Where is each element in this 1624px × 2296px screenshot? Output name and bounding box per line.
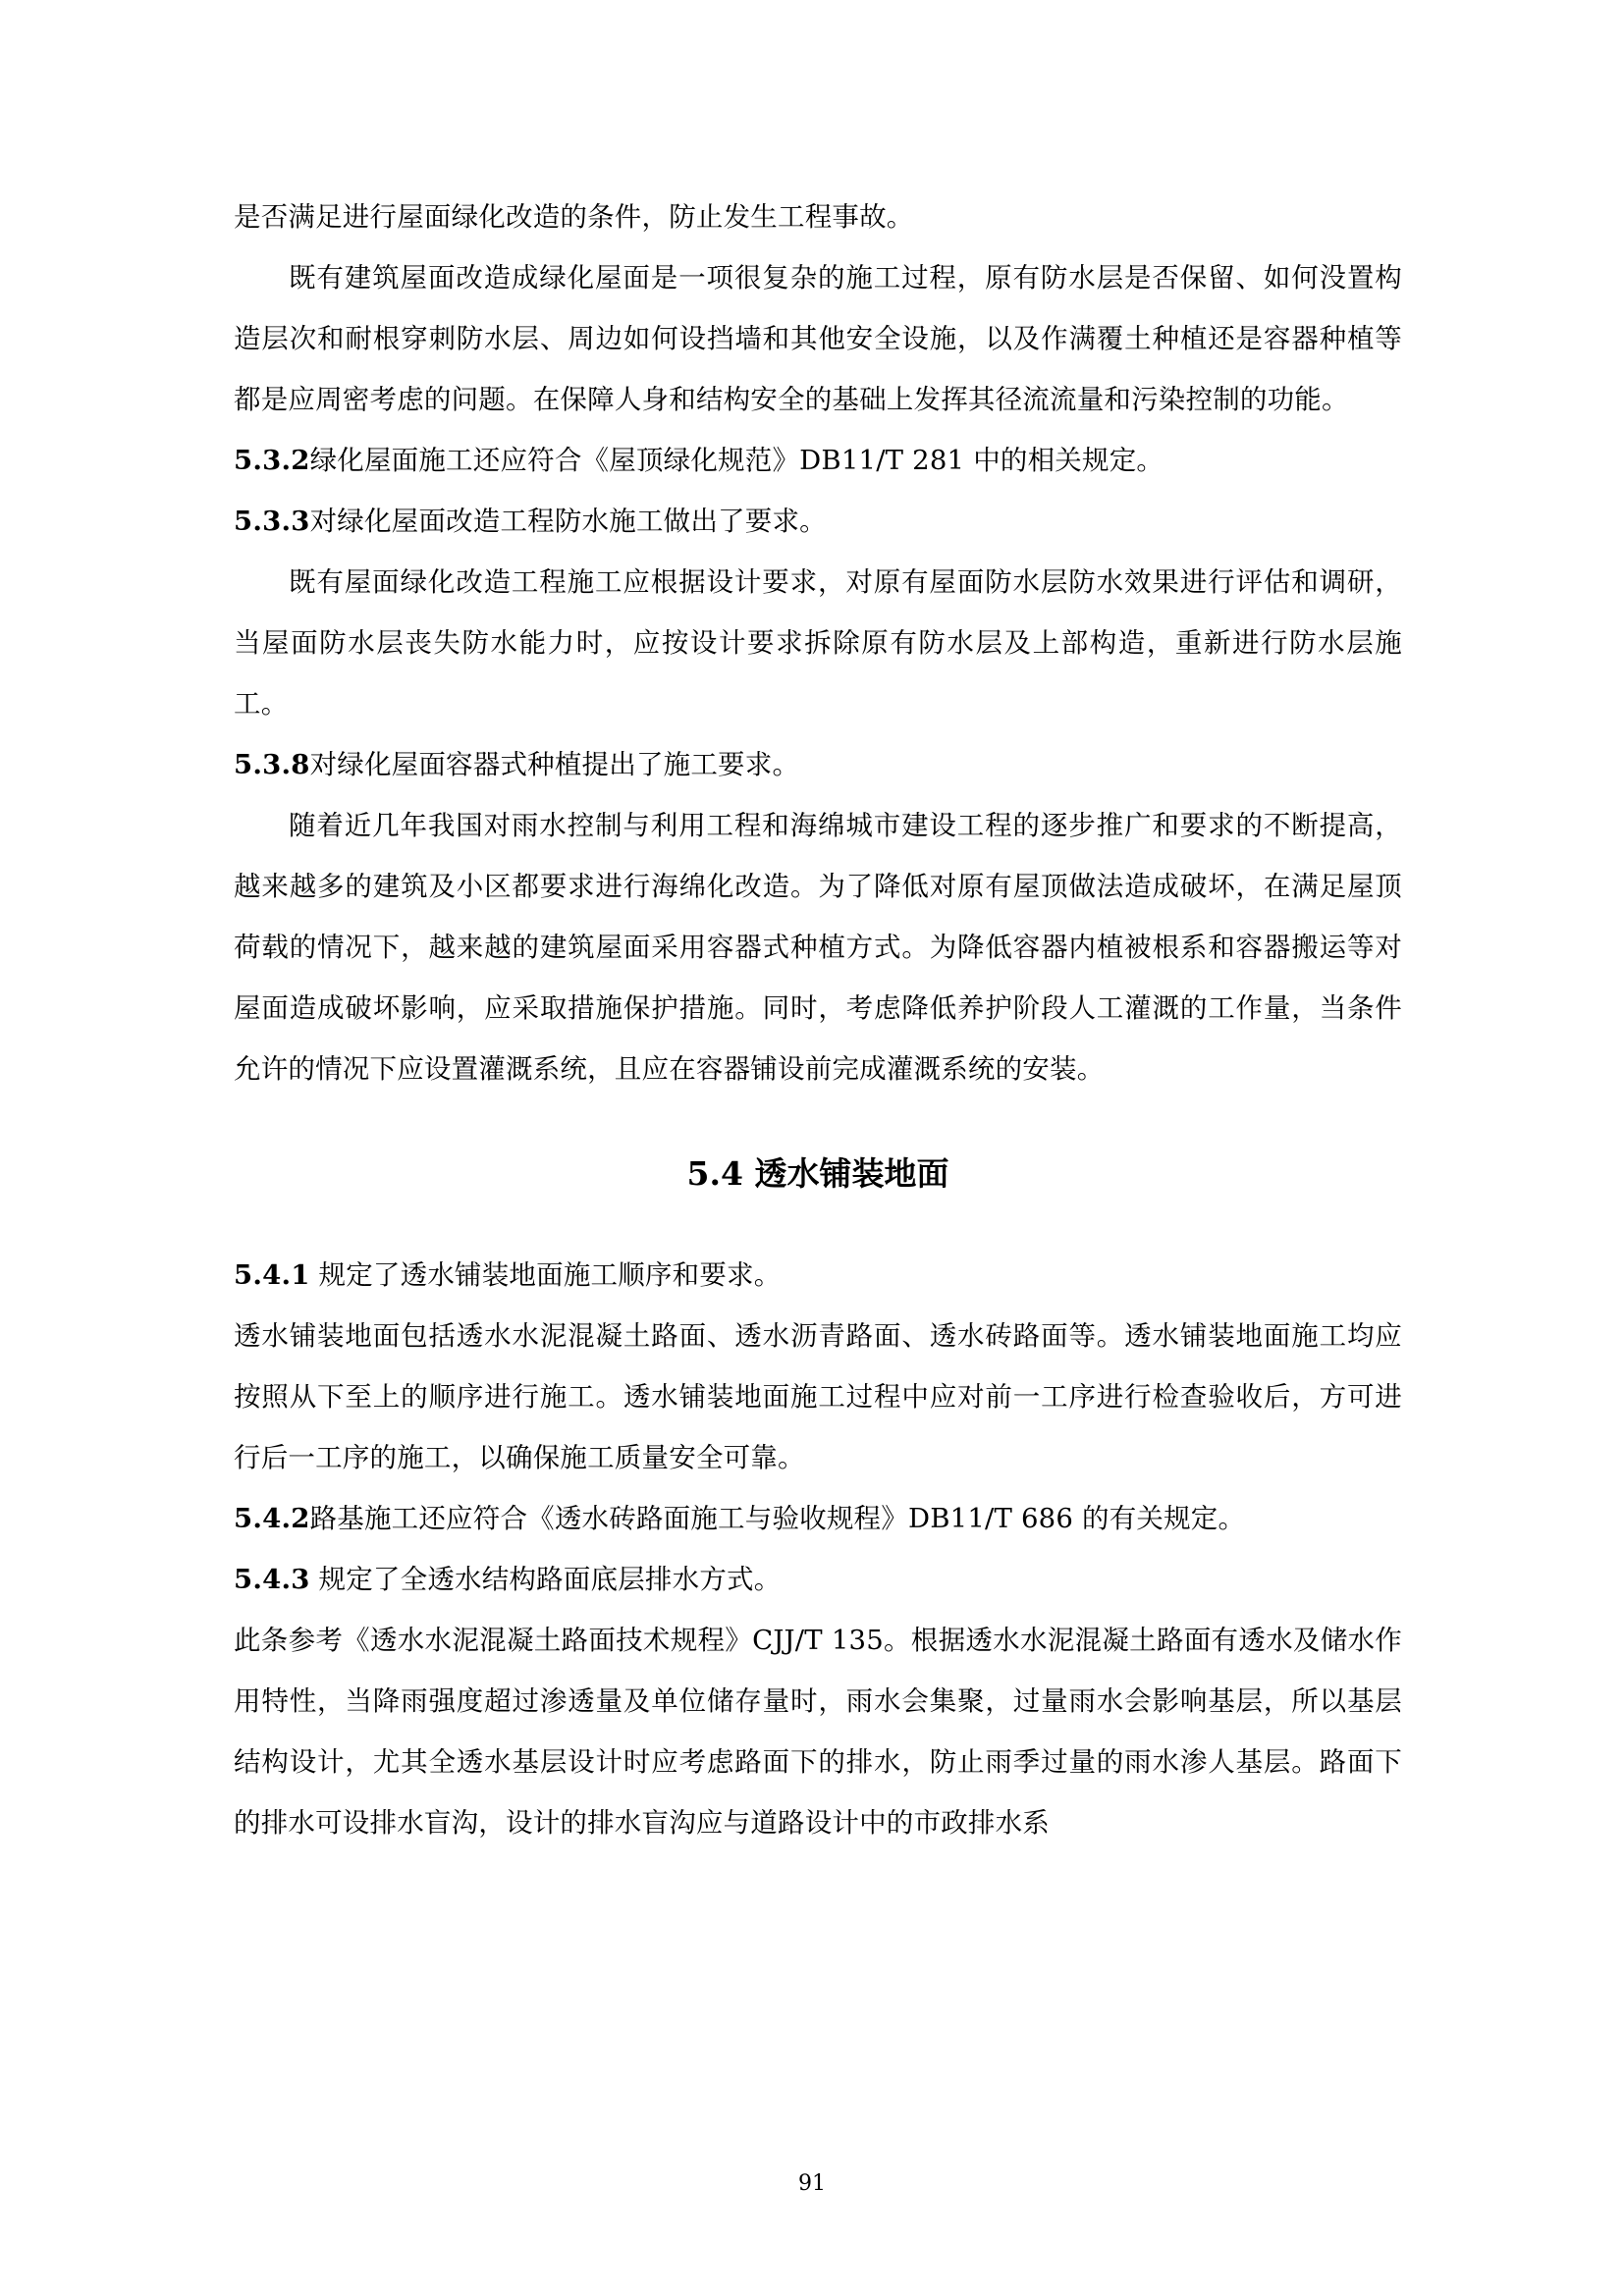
paragraph-text: 随着近几年我国对雨水控制与利用工程和海绵城市建设工程的逐步推广和要求的不断提高，越来越多的建筑及小区都要求进行海绵化改造。为了降低对原有屋顶做法造成破坏，在满足屋顶荷载的情况下，越来越的建筑屋面采用容器式种植方式。为降低容器内植被根系和容器搬运等对屋面造成破坏影响，应采取措施保护措施。同时，考虑降低养护阶段人工灌溉的工作量，当条件允许的情况下应设置灌溉系统，且应在容器铺设前完成灌溉系统的安装。	[234, 810, 1402, 1085]
paragraph-text: 是否满足进行屋面绿化改造的条件，防止发生工程事故。	[234, 201, 914, 233]
paragraph-text: 对绿化屋面容器式种植提出了施工要求。	[309, 749, 800, 780]
paragraph-text: 规定了透水铺装地面施工顺序和要求。	[318, 1259, 782, 1291]
clause-number: 5.3.8	[234, 749, 310, 780]
paragraph-text: 规定了全透水结构路面底层排水方式。	[318, 1564, 782, 1595]
paragraph-text: 路基施工还应符合《透水砖路面施工与验收规程》DB11/T 686 的有关规定。	[309, 1503, 1246, 1534]
paragraph-text: 既有建筑屋面改造成绿化屋面是一项很复杂的施工过程，原有防水层是否保留、如何没置构造层次和耐根穿刺防水层、周边如何设挡墙和其他安全设施，以及作满覆土种植还是容器种植等都是应周密考虑的问题。在保障人身和结构安全的基础上发挥其径流流量和污染控制的功能。	[234, 262, 1402, 415]
paragraph-text: 对绿化屋面改造工程防水施工做出了要求。	[309, 506, 827, 537]
paragraph	[234, 247, 1402, 430]
paragraph	[234, 795, 1402, 1099]
paragraph-text: 既有屋面绿化改造工程施工应根据设计要求，对原有屋面防水层防水效果进行评估和调研，当屋面防水层丧失防水能力时，应按设计要求拆除原有防水层及上部构造，重新进行防水层施工。	[234, 566, 1402, 720]
paragraph-text: 绿化屋面施工还应符合《屋顶绿化规范》DB11/T 281 中的相关规定。	[309, 445, 1164, 476]
paragraph	[234, 187, 1402, 247]
clause-number: 5.4.1	[234, 1259, 310, 1291]
clause-number: 5.3.3	[234, 506, 310, 537]
page-number: 91	[798, 2171, 826, 2196]
clause-number: 5.4.2	[234, 1503, 310, 1534]
clause-number: 5.3.2	[234, 445, 310, 476]
clause-paragraph	[234, 491, 1402, 552]
clause-paragraph	[234, 1488, 1402, 1549]
clause-paragraph	[234, 1245, 1402, 1306]
clause-paragraph	[234, 734, 1402, 795]
clause-number: 5.4.3	[234, 1564, 310, 1595]
section-heading: 5.4 透水铺装地面	[686, 1154, 949, 1193]
paragraph-text: 此条参考《透水水泥混凝土路面技术规程》CJJ/T 135。根据透水水泥混凝土路面有透水及储水作用特性，当降雨强度超过渗透量及单位储存量时，雨水会集聚，过量雨水会影响基层，所以基层结构设计，尤其全透水基层设计时应考虑路面下的排水，防止雨季过量的雨水渗人基层。路面下的排水可设排水盲沟，设计的排水盲沟应与道路设计中的市政排水系	[234, 1625, 1402, 1839]
clause-paragraph	[234, 1549, 1402, 1610]
clause-paragraph	[234, 430, 1402, 491]
paragraph-text: 透水铺装地面包括透水水泥混凝土路面、透水沥青路面、透水砖路面等。透水铺装地面施工均应按照从下至上的顺序进行施工。透水铺装地面施工过程中应对前一工序进行检查验收后，方可进行后一工序的施工，以确保施工质量安全可靠。	[234, 1320, 1402, 1473]
paragraph	[234, 1306, 1402, 1488]
paragraph	[234, 552, 1402, 734]
paragraph	[234, 1610, 1402, 1853]
page-body	[234, 187, 1402, 1853]
